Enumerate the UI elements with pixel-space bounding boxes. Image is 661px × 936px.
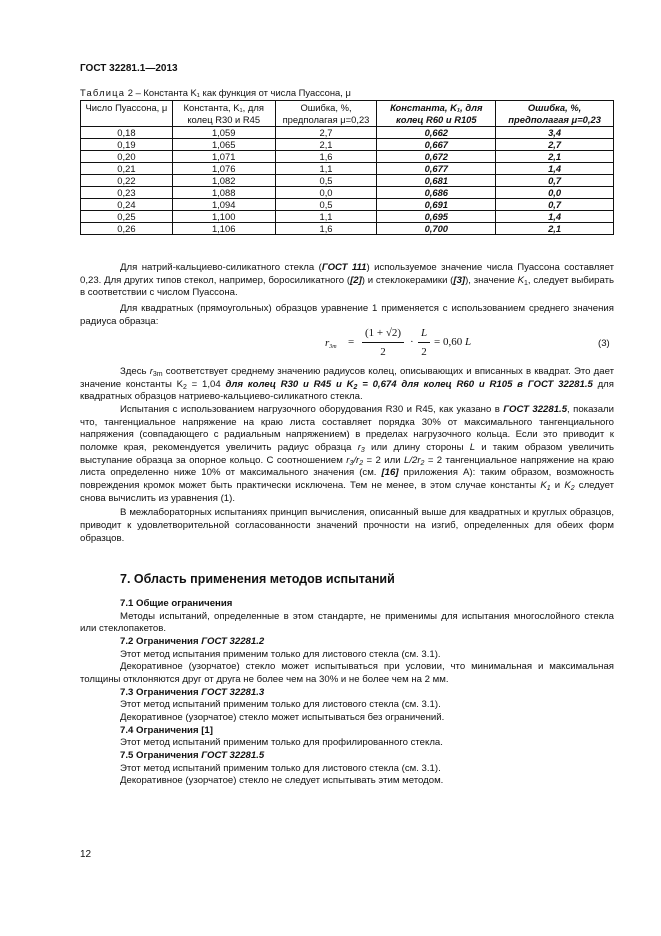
- section-7-title: 7. Область применения методов испытаний: [120, 572, 395, 586]
- formula-lhs: $r_{3m}$: [325, 337, 337, 350]
- equation-number: (3): [598, 338, 610, 349]
- document-header: ГОСТ 32281.1—2013: [80, 63, 178, 74]
- table-cell: 1,071: [172, 150, 275, 162]
- table-cell: 1,088: [172, 186, 275, 198]
- table-cell: 1,1: [275, 210, 377, 222]
- table-cell: 0,0: [496, 186, 614, 198]
- paragraph-mean-radius: Здесь $r_{3m}$ соответствует среднему значению радиусов колец, описывающих и вписанных в квадрат. Это дает значение константы $K_2 = 1,04$ для колец R30 и R45 и $K_2 = 0,674$ для колец R60 и R105 в ГОСТ 32281.5 для квадратных образцов натриево-кальциево-силикатного стекла.: [80, 366, 614, 403]
- table-cell: 0,18: [81, 126, 173, 138]
- formula-equals: =: [348, 336, 355, 348]
- table-cell: 0,22: [81, 174, 173, 186]
- table-cell: 0,25: [81, 210, 173, 222]
- paragraph-interlab: В межлабораторных испытаниях принцип вычисления, описанный выше для квадратных и круглых образцов, приводит к удовлетворительной согласованности значений прочности на изгиб, определенных для обеих форм образцов.: [80, 507, 614, 544]
- table-cell: 1,059: [172, 126, 275, 138]
- paragraph-square-specimens: Для квадратных (прямоугольных) образцов уравнение 1 применяется с использованием среднего значения радиуса образца:: [80, 302, 614, 327]
- table-cell: 0,5: [275, 174, 377, 186]
- formula-3: [322, 323, 472, 363]
- table-cell: 0,695: [377, 210, 496, 222]
- table-cell: 1,1: [275, 162, 377, 174]
- formula-denominator-2: 2: [421, 346, 427, 358]
- subsection-7-5-text-1: Этот метод испытаний применим только для листового стекла (см. 3.1).: [120, 762, 441, 774]
- table-cell: 2,1: [275, 138, 377, 150]
- table-cell: 0,700: [377, 222, 496, 234]
- table-cell: 0,24: [81, 198, 173, 210]
- table-cell: 0,20: [81, 150, 173, 162]
- table-row: [81, 162, 614, 174]
- formula-numerator-1: (1 + √2): [364, 327, 402, 339]
- table-caption-text: 2 – Константа K₁ как функция от числа Пуассона, μ: [125, 87, 351, 98]
- table-row: [81, 138, 614, 150]
- table-cell: 0,26: [81, 222, 173, 234]
- subsection-7-2-title: 7.2 Ограничения ГОСТ 32281.2: [120, 635, 265, 647]
- table-cell: 0,7: [496, 198, 614, 210]
- header-k1-r30: Константа, K₁, для колец R30 и R45: [172, 101, 275, 127]
- subsection-7-5-text-2: Декоративное (узорчатое) стекло не следует испытывать этим методом.: [120, 775, 444, 787]
- table-row: [81, 222, 614, 234]
- formula-dot: ·: [410, 336, 414, 348]
- table-cell: 0,5: [275, 198, 377, 210]
- header-error-r30: Ошибка, %, предполагая μ=0,23: [275, 101, 377, 127]
- table-cell: 1,065: [172, 138, 275, 150]
- table-row: [81, 210, 614, 222]
- table-cell: 1,076: [172, 162, 275, 174]
- table-cell: 0,7: [496, 174, 614, 186]
- table-cell: 0,681: [377, 174, 496, 186]
- table-body: [81, 126, 614, 234]
- table-row: [81, 198, 614, 210]
- header-k1-r60: Константа, K₁, для колец R60 и R105: [377, 101, 496, 127]
- table-caption-prefix: Таблица: [80, 87, 126, 98]
- fraction-bar-2: [418, 342, 430, 343]
- table-cell: 1,082: [172, 174, 275, 186]
- table-cell: 2,1: [496, 222, 614, 234]
- subsection-7-3-text-1: Этот метод испытаний применим только для листового стекла (см. 3.1).: [120, 699, 441, 711]
- table-cell: 0,21: [81, 162, 173, 174]
- paragraph-poisson-values: Для натрий-кальциево-силикатного стекла (ГОСТ 111) используемое значение числа Пуассона составляет 0,23. Для других типов стекол, например, боросиликатного ([2]) и стеклокерамики ([3]), значение $K_1$, следует выбирать в соответствии с числом Пуассона.: [80, 262, 614, 299]
- table-cell: 0,686: [377, 186, 496, 198]
- formula-rhs: = 0,60 L: [434, 336, 472, 348]
- header-poisson: Число Пуассона, μ: [81, 101, 173, 127]
- subsection-7-1-text: Методы испытаний, определенные в этом стандарте, не применимы для испытания многослойного стекла или стеклопакетов.: [80, 610, 614, 635]
- table-cell: 0,19: [81, 138, 173, 150]
- table-cell: 3,4: [496, 126, 614, 138]
- subsection-7-1-title: 7.1 Общие ограничения: [120, 598, 233, 609]
- page-number: 12: [80, 849, 92, 860]
- poisson-table: [80, 100, 614, 235]
- table-cell: 0,672: [377, 150, 496, 162]
- table-cell: 0,667: [377, 138, 496, 150]
- formula-numerator-2: L: [420, 327, 428, 339]
- table-cell: 2,7: [275, 126, 377, 138]
- table-cell: 2,1: [496, 150, 614, 162]
- table-row: [81, 186, 614, 198]
- table-header-row: [81, 101, 614, 127]
- header-error-r60: Ошибка, %, предполагая μ=0,23: [496, 101, 614, 127]
- subsection-7-3-title: 7.3 Ограничения ГОСТ 32281.3: [120, 686, 265, 698]
- table-cell: 0,691: [377, 198, 496, 210]
- table-cell: 0,662: [377, 126, 496, 138]
- table-cell: 1,6: [275, 222, 377, 234]
- table-cell: 2,7: [496, 138, 614, 150]
- table-cell: 1,100: [172, 210, 275, 222]
- text-block-2: [80, 366, 614, 545]
- table-cell: 1,4: [496, 162, 614, 174]
- fraction-bar-1: [362, 342, 404, 343]
- table-row: [81, 150, 614, 162]
- subsection-7-2-text-2: Декоративное (узорчатое) стекло может испытываться при условии, что минимальная и максимальная толщины отклоняются друг от друга не более чем на 30% и не более чем на 2 мм.: [80, 661, 614, 685]
- table-cell: 0,0: [275, 186, 377, 198]
- table-cell: 0,677: [377, 162, 496, 174]
- table-caption: [80, 87, 351, 99]
- formula-denominator-1: 2: [380, 346, 386, 358]
- subsection-7-2-text-1: Этот метод испытания применим только для листового стекла (см. 3.1).: [120, 648, 441, 660]
- table-cell: 1,4: [496, 210, 614, 222]
- table-cell: 1,106: [172, 222, 275, 234]
- subsection-7-4-title: 7.4 Ограничения [1]: [120, 724, 213, 736]
- subsection-7-3-text-2: Декоративное (узорчатое) стекло может испытываться без ограничений.: [120, 711, 445, 723]
- paragraph-tests-r30: Испытания с использованием нагрузочного оборудования R30 и R45, как указано в ГОСТ 32281.5, показали что, тангенциальное напряжение на краю листа составляет порядка 30% от максимального тангенциального напряжения (совпадающего с радиальным напряжением) в пределах нагрузочного кольца. Если это приводит к поломке края, рекомендуется увеличить радиус образца $r_3$ или длину стороны L и таким образом увеличить выступание образца за опорное кольцо. С соотношением $r_3/r_2 = 2$ или $L/2r_2 = 2$ тангенциальное напряжение на краю листа определенно ниже 10% от максимального значения (см. [16] приложения А): таким образом, возможность повреждения кромок может быть практически исключена. Тем не менее, в этом случае константы $K_1$ и $K_2$ следует снова вычислить из уравнения (1).: [80, 403, 615, 504]
- table-cell: 0,23: [81, 186, 173, 198]
- table-cell: 1,094: [172, 198, 275, 210]
- table-row: [81, 126, 614, 138]
- section-7-body: [80, 598, 614, 788]
- table-row: [81, 174, 614, 186]
- text-block-1: [80, 262, 614, 328]
- table-cell: 1,6: [275, 150, 377, 162]
- subsection-7-5-title: 7.5 Ограничения ГОСТ 32281.5: [120, 749, 265, 761]
- subsection-7-4-text-1: Этот метод испытаний применим только для профилированного стекла.: [120, 737, 443, 749]
